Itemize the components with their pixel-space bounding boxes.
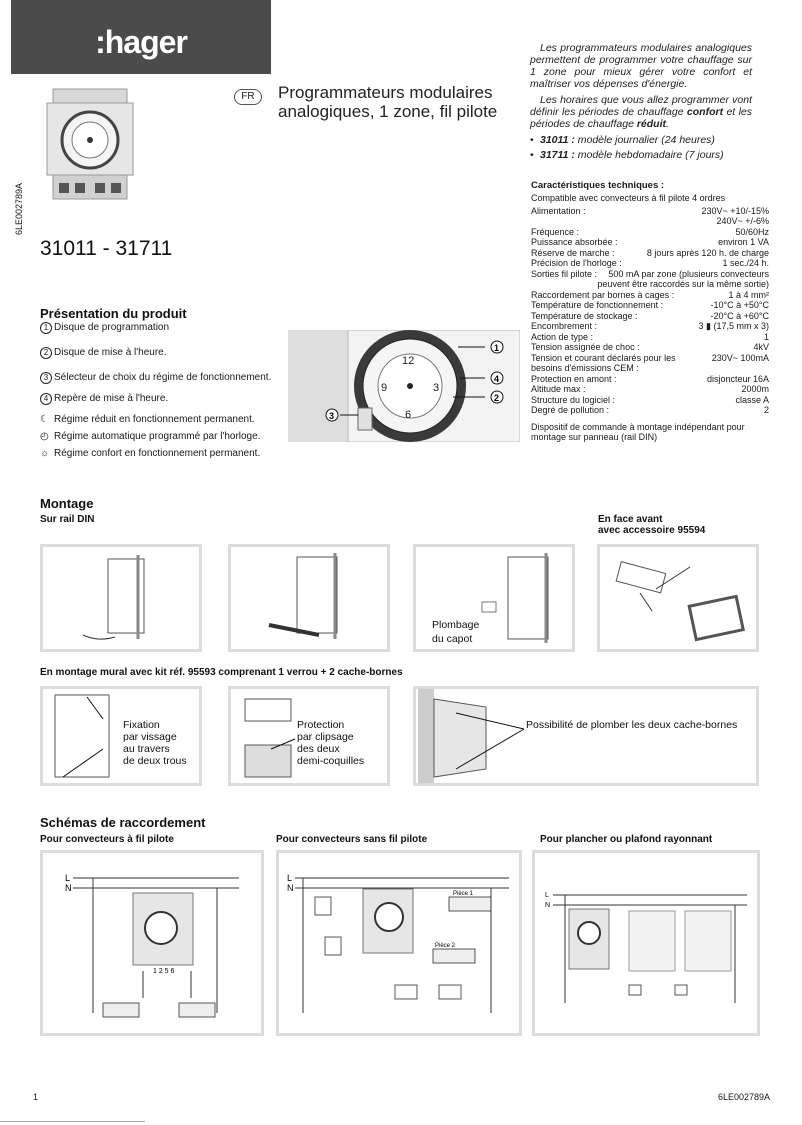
specs-table — [531, 193, 769, 443]
spec-row — [531, 321, 769, 332]
item-text: Repère de mise à l'heure. — [54, 393, 169, 404]
line-l-label: L — [545, 892, 549, 899]
spec-row — [531, 405, 769, 416]
mode-text: Régime confort en fonctionnement permanent. — [54, 448, 261, 459]
clock-icon: ◴ — [40, 431, 49, 442]
footer-code: 6LE002789A — [718, 1092, 771, 1102]
line-n-label: N — [545, 902, 551, 909]
mural-protection — [228, 686, 390, 786]
schema-1-drawing — [43, 853, 261, 1033]
svg-text:3: 3 — [433, 382, 440, 394]
presentation-item — [40, 347, 280, 359]
plomber-drawing — [416, 689, 756, 783]
spec-label: Tension assignée de choc : — [531, 342, 640, 352]
rail-step-1 — [40, 544, 202, 652]
mode-item — [40, 414, 280, 426]
spec-value: disjoncteur 16A — [706, 373, 769, 384]
number-icon: 3 — [40, 372, 52, 384]
page-number: 1 — [33, 1092, 39, 1102]
spec-row — [531, 395, 769, 406]
spec-label: Tension et courant déclarés pour les besoins d'émissions CEM : — [531, 352, 676, 373]
language-badge: FR — [234, 89, 262, 105]
bottom-rule — [0, 1121, 145, 1122]
mode-text: Régime automatique programmé par l'horloge. — [54, 431, 261, 442]
spec-value: -20°C à +60°C — [710, 310, 769, 321]
spec-value: 2 — [763, 405, 769, 415]
schema-col2-title: Pour convecteurs sans fil pilote — [276, 834, 428, 845]
line-l-label: L — [287, 873, 293, 883]
schema-col3-title: Pour plancher ou plafond rayonnant — [540, 834, 713, 845]
presentation-item — [40, 322, 280, 334]
spec-label: Réserve de marche : — [531, 247, 615, 258]
spec-row — [531, 258, 769, 269]
spec-label: Précision de l'horloge : — [531, 258, 622, 268]
presentation-title: Présentation du produit — [40, 306, 187, 321]
intro-p2-a: Les horaires que vous allez programmer vont définir les périodes de chauffage — [530, 94, 752, 118]
spec-value: 500 mA par zone (plusieurs convecteurs peuvent être raccordés sur la même sortie) — [597, 268, 769, 289]
spec-row — [531, 342, 769, 353]
page-title — [278, 83, 518, 121]
spec-label: Température de fonctionnement : — [531, 300, 664, 310]
intro-p2-c: et les périodes de chauffage — [530, 106, 753, 130]
rail-drawing-2 — [231, 547, 387, 649]
model-ref: 31011 : — [540, 134, 575, 146]
spec-value: 8 jours après 120 h. de charge — [646, 247, 769, 258]
item-text: Disque de programmation — [54, 322, 170, 333]
moon-icon: ☾ — [40, 414, 49, 425]
plombage-label-2: du capot — [432, 633, 473, 645]
terminals-label: 1 2 5 6 — [153, 968, 175, 975]
presentation-item — [40, 372, 280, 384]
sun-icon: ☼ — [40, 448, 50, 459]
mode-text: Régime réduit en fonctionnement permanent. — [54, 414, 255, 425]
fixation-label — [123, 719, 187, 767]
rail-step-3 — [413, 544, 575, 652]
specs-title: Caractéristiques techniques : — [531, 180, 665, 191]
svg-text:6: 6 — [405, 409, 412, 421]
schema-fil-pilote — [40, 850, 264, 1036]
spec-label: Protection en amont : — [531, 373, 617, 384]
logo-banner — [11, 0, 271, 74]
callout-number: 1 — [494, 343, 500, 353]
line-n-label: N — [287, 883, 294, 893]
rail-din-title: Sur rail DIN — [40, 514, 95, 525]
schema-col1-title: Pour convecteurs à fil pilote — [40, 834, 174, 845]
fixation-line: par vissage — [123, 731, 177, 743]
item-text: Sélecteur de choix du régime de fonctionnement. — [54, 372, 272, 383]
side-document-code: 6LE002789A — [14, 182, 24, 235]
presentation-item — [40, 393, 280, 405]
product-photo — [45, 85, 135, 205]
spec-row — [531, 353, 769, 374]
spec-label: Alimentation : — [531, 205, 586, 216]
title-line-2: analogiques, 1 zone, fil pilote — [278, 102, 498, 121]
spec-row — [531, 269, 769, 290]
callout-number: 2 — [494, 393, 500, 403]
front-mount-drawing — [600, 547, 756, 649]
model-ref: 31711 : — [540, 149, 575, 161]
spec-value: 1 à 4 mm² — [728, 289, 769, 300]
spec-row — [531, 374, 769, 385]
rail-step-2 — [228, 544, 390, 652]
protection-line: Protection — [297, 719, 345, 731]
spec-row — [531, 332, 769, 343]
intro-paragraph-2 — [530, 94, 752, 130]
line-l-label: L — [65, 873, 71, 883]
schema-sans-fil-pilote — [276, 850, 522, 1036]
schemas-title: Schémas de raccordement — [40, 815, 206, 830]
spec-row — [531, 206, 769, 217]
line-n-label: N — [65, 883, 72, 893]
piece-2-label: Pièce 2 — [435, 943, 456, 949]
fixation-line: Fixation — [123, 719, 160, 731]
number-icon: 4 — [40, 393, 52, 405]
spec-row — [531, 237, 769, 248]
intro-p2-reduit: réduit — [636, 118, 667, 130]
spec-row — [531, 227, 769, 238]
spec-label: Sorties fil pilote : — [531, 268, 598, 279]
spec-value: 50/60Hz — [735, 226, 769, 237]
spec-label: Altitude max : — [531, 384, 586, 394]
spec-row — [531, 300, 769, 311]
spec-value: environ 1 VA — [718, 237, 769, 247]
schema-3-drawing — [535, 853, 757, 1033]
schema-2-drawing — [279, 853, 519, 1033]
specs-footer-line: Dispositif de commande à montage indépendant pour montage sur panneau (rail DIN) — [531, 421, 745, 442]
title-line-1: Programmateurs modulaires — [278, 83, 493, 102]
montage-title: Montage — [40, 496, 94, 511]
spec-value: -10°C à +50°C — [710, 300, 769, 310]
callout-number: 4 — [494, 374, 500, 384]
mode-item — [40, 431, 280, 443]
fixation-line: de deux trous — [123, 755, 187, 767]
spec-value: 230V~ 100mA — [711, 352, 769, 363]
models-list — [530, 134, 752, 161]
fixation-line: au travers — [123, 743, 170, 755]
spec-value: 240V~ +/-6% — [716, 216, 769, 226]
intro-paragraph-1: Les programmateurs modulaires analogiques permettent de programmer votre chauffage sur 1 zone pour mieux gérer votre confort et maîtriser vos dépenses d'énergie. — [530, 42, 752, 90]
spec-value: classe A — [735, 394, 769, 405]
intro-p2-e: . — [666, 118, 669, 130]
spec-value: 2000m — [741, 384, 769, 394]
protection-label — [297, 719, 364, 767]
intro-p2-confort: confort — [686, 106, 724, 118]
callout-number: 3 — [329, 411, 335, 421]
spec-row — [531, 290, 769, 301]
spec-row — [531, 248, 769, 259]
presentation-list — [40, 322, 280, 465]
spec-value: 3 ▮ (17,5 mm x 3) — [698, 321, 769, 331]
mural-plomber — [413, 686, 759, 786]
front-mount-step — [597, 544, 759, 652]
spec-row — [531, 311, 769, 322]
schema-plancher — [532, 850, 760, 1036]
front-mount-title-1: En face avant — [598, 514, 663, 525]
number-icon: 1 — [40, 322, 52, 334]
spec-value: 1 — [763, 331, 769, 342]
svg-text:9: 9 — [381, 382, 388, 394]
model-item — [530, 149, 752, 161]
plomber-label: Possibilité de plomber les deux cache-bornes — [526, 719, 738, 731]
rail-drawing-1 — [43, 547, 199, 649]
model-desc: modèle hebdomadaire (7 jours) — [574, 149, 724, 161]
spec-value: 4kV — [753, 342, 769, 352]
protection-line: par clipsage — [297, 731, 354, 743]
spec-label: Puissance absorbée : — [531, 237, 618, 247]
specs-intro-line: Compatible avec convecteurs à fil pilote 4 ordres — [531, 193, 726, 203]
brand-logo: :hager — [95, 24, 187, 60]
svg-text:12: 12 — [402, 355, 415, 367]
model-item — [530, 134, 752, 146]
spec-label: Structure du logiciel : — [531, 394, 616, 405]
spec-value: 1 sec./24 h. — [722, 258, 769, 268]
mural-title: En montage mural avec kit réf. 95593 comprenant 1 verrou + 2 cache-bornes — [40, 667, 403, 678]
spec-row — [531, 216, 769, 227]
spec-label: Raccordement par bornes à cages : — [531, 289, 675, 300]
protection-line: demi-coquilles — [297, 755, 365, 767]
mode-item — [40, 448, 280, 460]
plombage-label-1: Plombage — [432, 619, 480, 631]
intro-text — [530, 42, 752, 164]
dial-illustration — [288, 330, 520, 442]
spec-label: Température de stockage : — [531, 310, 638, 321]
mural-fixation — [40, 686, 202, 786]
item-text: Disque de mise à l'heure. — [54, 347, 167, 358]
front-mount-title-2: avec accessoire 95594 — [598, 525, 706, 536]
protection-line: des deux — [297, 743, 340, 755]
spec-label: Degré de pollution : — [531, 405, 610, 415]
piece-1-label: Pièce 1 — [453, 891, 474, 897]
spec-label: Fréquence : — [531, 226, 580, 237]
spec-value: 230V~ +10/-15% — [701, 205, 769, 216]
model-desc: modèle journalier (24 heures) — [574, 134, 715, 146]
product-references: 31011 - 31711 — [40, 237, 173, 260]
spec-label: Encombrement : — [531, 321, 598, 331]
spec-row — [531, 384, 769, 395]
number-icon: 2 — [40, 347, 52, 359]
spec-label: Action de type : — [531, 331, 594, 342]
